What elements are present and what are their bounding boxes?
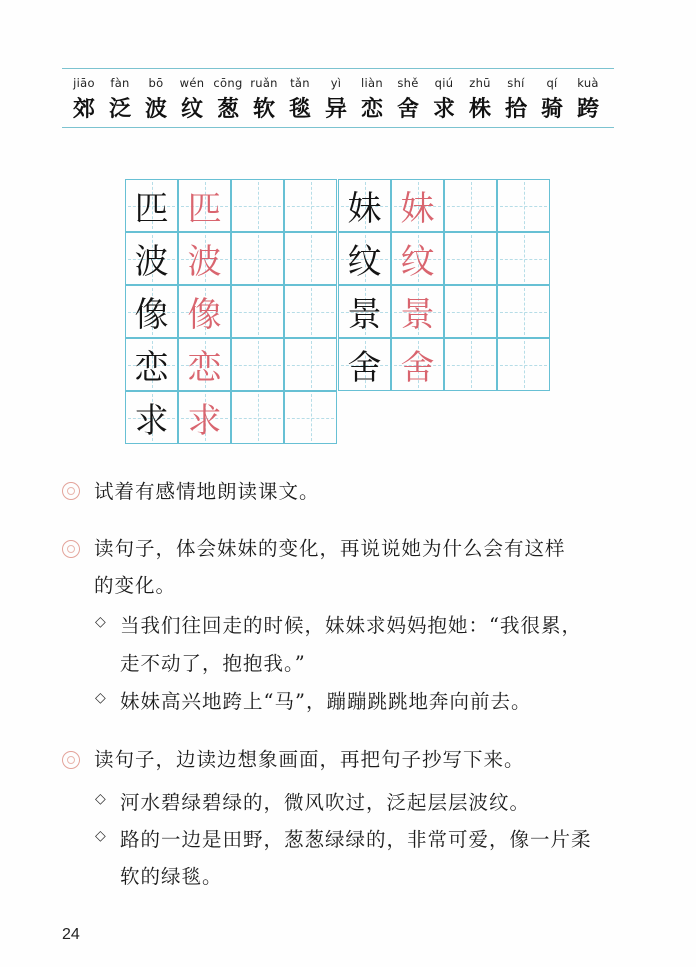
vocab-character: 恋 [360,96,383,122]
trace-character: 妹 [400,189,435,229]
grid-cell [125,179,178,232]
trace-character: 恋 [187,348,222,388]
trace-character: 匹 [187,189,222,229]
pinyin: ruǎn [250,76,278,90]
vocab-character: 拾 [504,96,527,122]
vocab-character: 泛 [108,96,131,122]
model-character: 纹 [347,242,382,282]
grid-cell [391,179,444,232]
pinyin: qí [546,76,558,90]
grid-cell [497,179,550,232]
grid-cell [178,338,231,391]
grid-cell [444,179,497,232]
exercise-2-line-2: 的变化。 [94,574,177,597]
model-character: 像 [134,295,169,335]
grid-cell [391,232,444,285]
example-sentence: 河水碧绿碧绿的，微风吹过，泛起层层波纹。 [120,791,531,814]
pinyin: kuà [577,76,599,90]
diamond-bullet-icon: ◇ [95,690,106,706]
grid-cell [391,338,444,391]
grid-cell [391,285,444,338]
grid-cell [284,179,337,232]
vocab-character: 跨 [576,96,599,122]
grid-cell [338,285,391,338]
grid-cell [284,285,337,338]
model-character: 景 [347,295,382,335]
pinyin: tǎn [290,76,310,90]
model-character: 恋 [134,348,169,388]
vocab-character: 求 [432,96,455,122]
vocab-character: 毯 [288,96,311,122]
vocab-character: 舍 [396,96,419,122]
grid-cell [497,232,550,285]
model-character: 舍 [347,348,382,388]
vocab-character: 纹 [180,96,203,122]
model-character: 匹 [134,189,169,229]
grid-cell [284,391,337,444]
vocab-character: 骑 [540,96,563,122]
pinyin: wén [179,76,205,90]
example-sentence: 当我们往回走的时候，妹妹求妈妈抱她：“我很累， [120,614,582,637]
band-top-rule [62,68,614,69]
pinyin: jiāo [73,76,95,90]
grid-cell [231,232,284,285]
exercise-3-text: 读句子，边读边想象画面，再把句子抄写下来。 [94,748,525,771]
diamond-bullet-icon: ◇ [95,614,106,630]
example-sentence-cont: 软的绿毯。 [120,865,223,888]
grid-cell [125,285,178,338]
grid-cell [178,391,231,444]
trace-character: 纹 [400,242,435,282]
diamond-bullet-icon: ◇ [95,791,106,807]
exercise-icon [62,540,80,558]
exercise-icon [62,482,80,500]
grid-cell [178,232,231,285]
trace-character: 求 [187,401,222,441]
grid-cell [338,338,391,391]
vocab-character: 葱 [216,96,239,122]
model-character: 波 [134,242,169,282]
grid-cell [178,179,231,232]
example-sentence-cont: 走不动了，抱抱我。” [120,652,306,675]
grid-cell [231,179,284,232]
vocabulary-band [62,68,614,128]
exercise-2-line-1: 读句子，体会妹妹的变化，再说说她为什么会有这样 [94,537,566,560]
grid-cell [497,285,550,338]
pinyin: bō [148,76,164,90]
trace-character: 像 [187,295,222,335]
grid-cell [231,285,284,338]
pinyin: liàn [361,76,383,90]
trace-character: 波 [187,242,222,282]
vocab-character: 波 [144,96,167,122]
trace-character: 景 [400,295,435,335]
pinyin: shí [507,76,525,90]
page-number: 24 [62,926,80,943]
grid-cell [125,338,178,391]
grid-cell [284,338,337,391]
vocab-character: 郊 [72,96,95,122]
grid-cell [178,285,231,338]
diamond-bullet-icon: ◇ [95,828,106,844]
grid-cell [125,391,178,444]
pinyin: yì [330,76,342,90]
exercise-icon [62,751,80,769]
pinyin: cōng [213,76,243,90]
grid-cell [444,338,497,391]
grid-cell [444,232,497,285]
grid-cell [497,338,550,391]
grid-cell [284,232,337,285]
band-bottom-rule [62,127,614,128]
example-sentence: 妹妹高兴地跨上“马”，蹦蹦跳跳地奔向前去。 [120,690,532,713]
grid-cell [338,232,391,285]
grid-cell [125,232,178,285]
vocab-character: 软 [252,96,275,122]
trace-character: 舍 [400,348,435,388]
example-sentence: 路的一边是田野，葱葱绿绿的，非常可爱，像一片柔 [120,828,592,851]
pinyin: zhū [469,76,491,90]
vocab-character: 异 [324,96,347,122]
grid-cell [338,179,391,232]
grid-cell [231,391,284,444]
grid-cell [444,285,497,338]
grid-cell [231,338,284,391]
exercise-1-text: 试着有感情地朗读课文。 [94,480,320,503]
pinyin: fàn [110,76,130,90]
pinyin: qiú [434,76,454,90]
pinyin: shě [397,76,419,90]
vocab-character: 株 [468,96,491,122]
model-character: 妹 [347,189,382,229]
model-character: 求 [134,401,169,441]
